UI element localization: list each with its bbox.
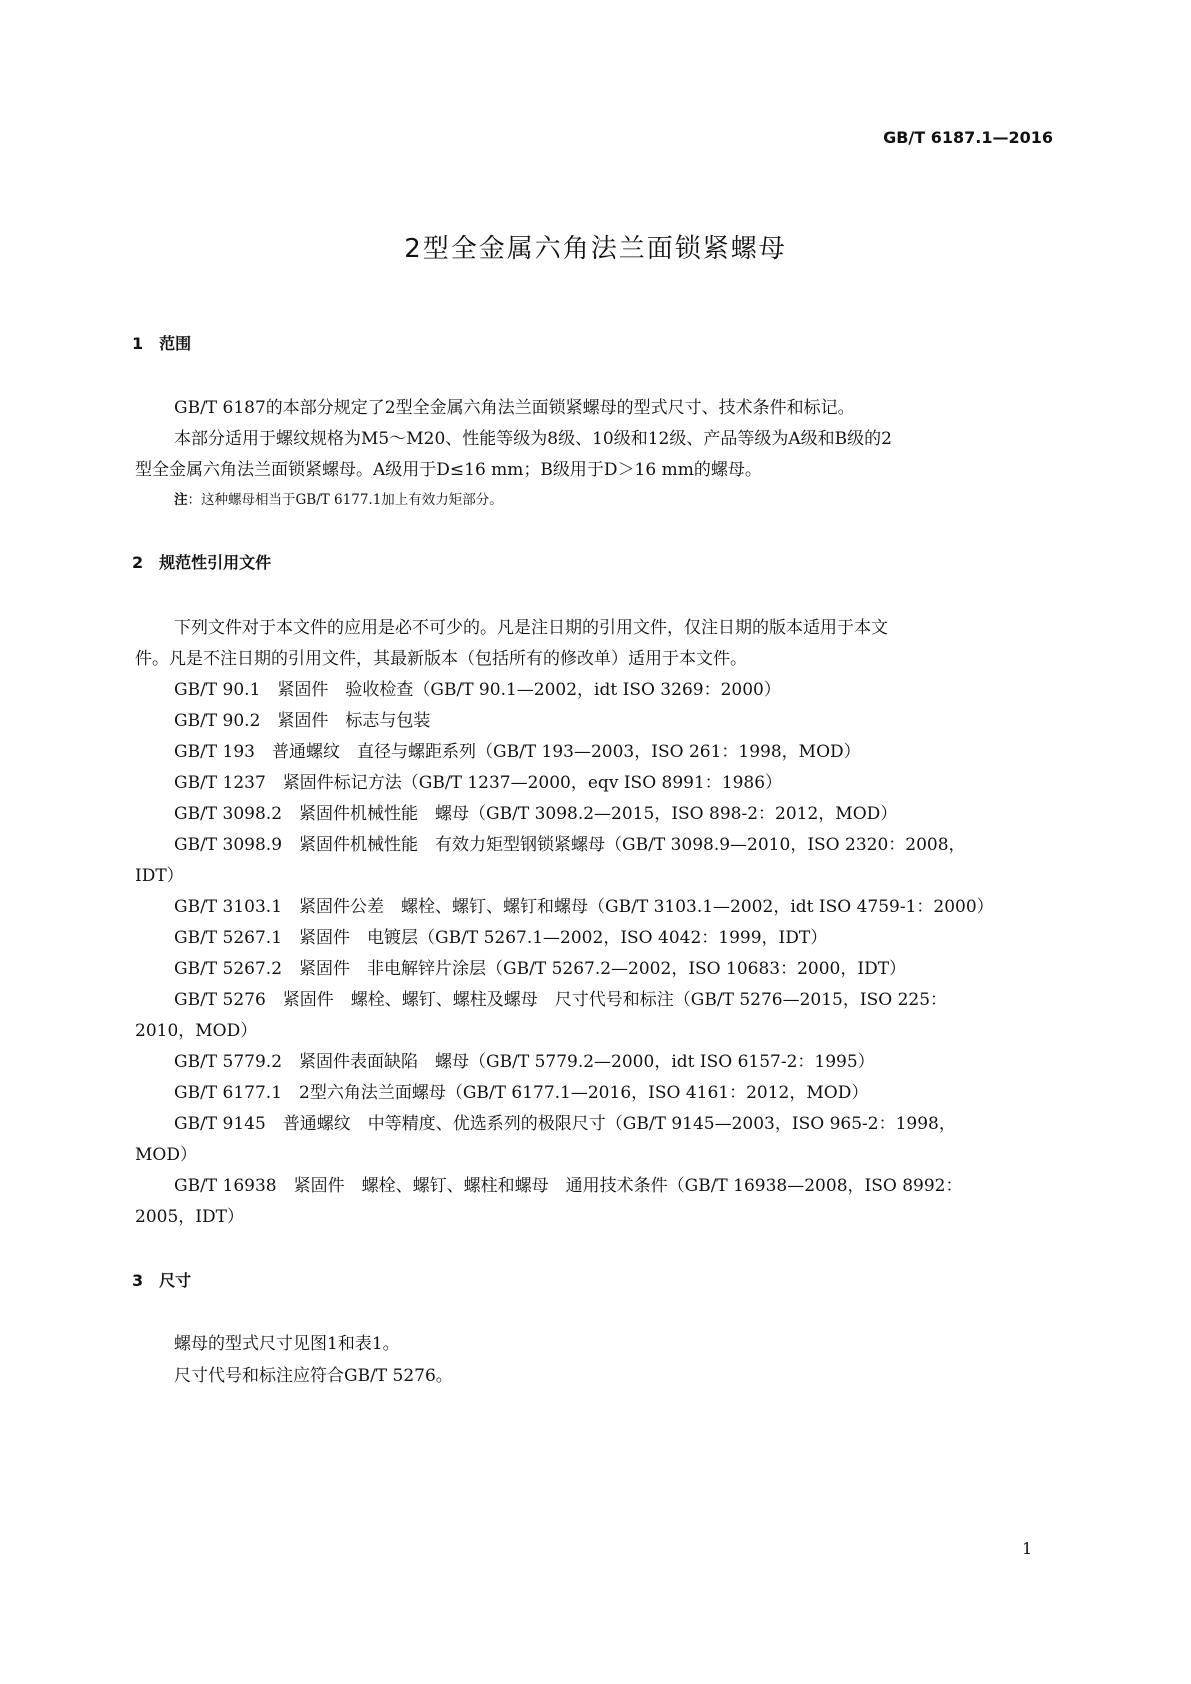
section-3-paragraph: 螺母的型式尺寸见图1和表1。 — [174, 1334, 400, 1354]
section-2-paragraph: 件。凡是不注日期的引用文件，其最新版本（包括所有的修改单）适用于本文件。 — [135, 649, 747, 669]
section-1-heading: 1 范围 — [132, 334, 192, 353]
reference-item: GB/T 3103.1 紧固件公差 螺栓、螺钉、螺钉和螺母（GB/T 3103.1—2002，idt ISO 4759-1：2000） — [174, 897, 994, 917]
note-text: ：这种螺母相当于GB/T 6177.1加上有效力矩部分。 — [187, 492, 503, 508]
section-3-heading: 3 尺寸 — [132, 1271, 192, 1290]
reference-item-continuation: IDT） — [135, 866, 184, 886]
reference-item: GB/T 1237 紧固件标记方法（GB/T 1237—2000，eqv ISO 8991：1986） — [174, 773, 783, 793]
section-1-paragraph: 本部分适用于螺纹规格为M5～M20、性能等级为8级、10级和12级、产品等级为A级和B级的2 — [174, 429, 892, 449]
section-2-heading: 2 规范性引用文件 — [132, 553, 272, 572]
reference-item-continuation: 2005，IDT） — [135, 1207, 244, 1227]
note-label: 注 — [174, 492, 188, 508]
reference-item-continuation: MOD） — [135, 1145, 197, 1165]
reference-item: GB/T 5267.2 紧固件 非电解锌片涂层（GB/T 5267.2—2002，ISO 10683：2000，IDT） — [174, 959, 907, 979]
section-1-paragraph: 型全金属六角法兰面锁紧螺母。A级用于D≤16 mm；B级用于D＞16 mm的螺母。 — [135, 460, 762, 480]
reference-item-continuation: 2010，MOD） — [135, 1021, 258, 1041]
section-1-note — [174, 494, 503, 508]
section-1-paragraph: GB/T 6187的本部分规定了2型全金属六角法兰面锁紧螺母的型式尺寸、技术条件和标记。 — [174, 398, 855, 418]
reference-item: GB/T 16938 紧固件 螺栓、螺钉、螺柱和螺母 通用技术条件（GB/T 16938—2008，ISO 8992： — [174, 1176, 963, 1196]
section-3-paragraph: 尺寸代号和标注应符合GB/T 5276。 — [174, 1366, 453, 1386]
reference-item: GB/T 5276 紧固件 螺栓、螺钉、螺柱及螺母 尺寸代号和标注（GB/T 5276—2015，ISO 225： — [174, 990, 948, 1010]
section-2-paragraph: 下列文件对于本文件的应用是必不可少的。凡是注日期的引用文件，仅注日期的版本适用于本文 — [174, 618, 888, 638]
reference-item: GB/T 90.2 紧固件 标志与包装 — [174, 711, 431, 731]
reference-item: GB/T 9145 普通螺纹 中等精度、优选系列的极限尺寸（GB/T 9145—2003，ISO 965-2：1998， — [174, 1114, 956, 1134]
reference-item: GB/T 3098.9 紧固件机械性能 有效力矩型钢锁紧螺母（GB/T 3098.9—2010，ISO 2320：2008， — [174, 835, 966, 855]
document-title: 2型全金属六角法兰面锁紧螺母 — [404, 234, 787, 264]
standard-number: GB/T 6187.1—2016 — [883, 128, 1053, 147]
reference-item: GB/T 5779.2 紧固件表面缺陷 螺母（GB/T 5779.2—2000，idt ISO 6157-2：1995） — [174, 1052, 875, 1072]
reference-item: GB/T 3098.2 紧固件机械性能 螺母（GB/T 3098.2—2015，ISO 898-2：2012，MOD） — [174, 804, 898, 824]
reference-item: GB/T 5267.1 紧固件 电镀层（GB/T 5267.1—2002，ISO 4042：1999，IDT） — [174, 928, 828, 948]
reference-item: GB/T 6177.1 2型六角法兰面螺母（GB/T 6177.1—2016，ISO 4161：2012，MOD） — [174, 1083, 869, 1103]
reference-item: GB/T 90.1 紧固件 验收检查（GB/T 90.1—2002，idt ISO 3269：2000） — [174, 680, 781, 700]
page-number: 1 — [1022, 1539, 1033, 1558]
reference-item: GB/T 193 普通螺纹 直径与螺距系列（GB/T 193—2003，ISO 261：1998，MOD） — [174, 742, 861, 762]
